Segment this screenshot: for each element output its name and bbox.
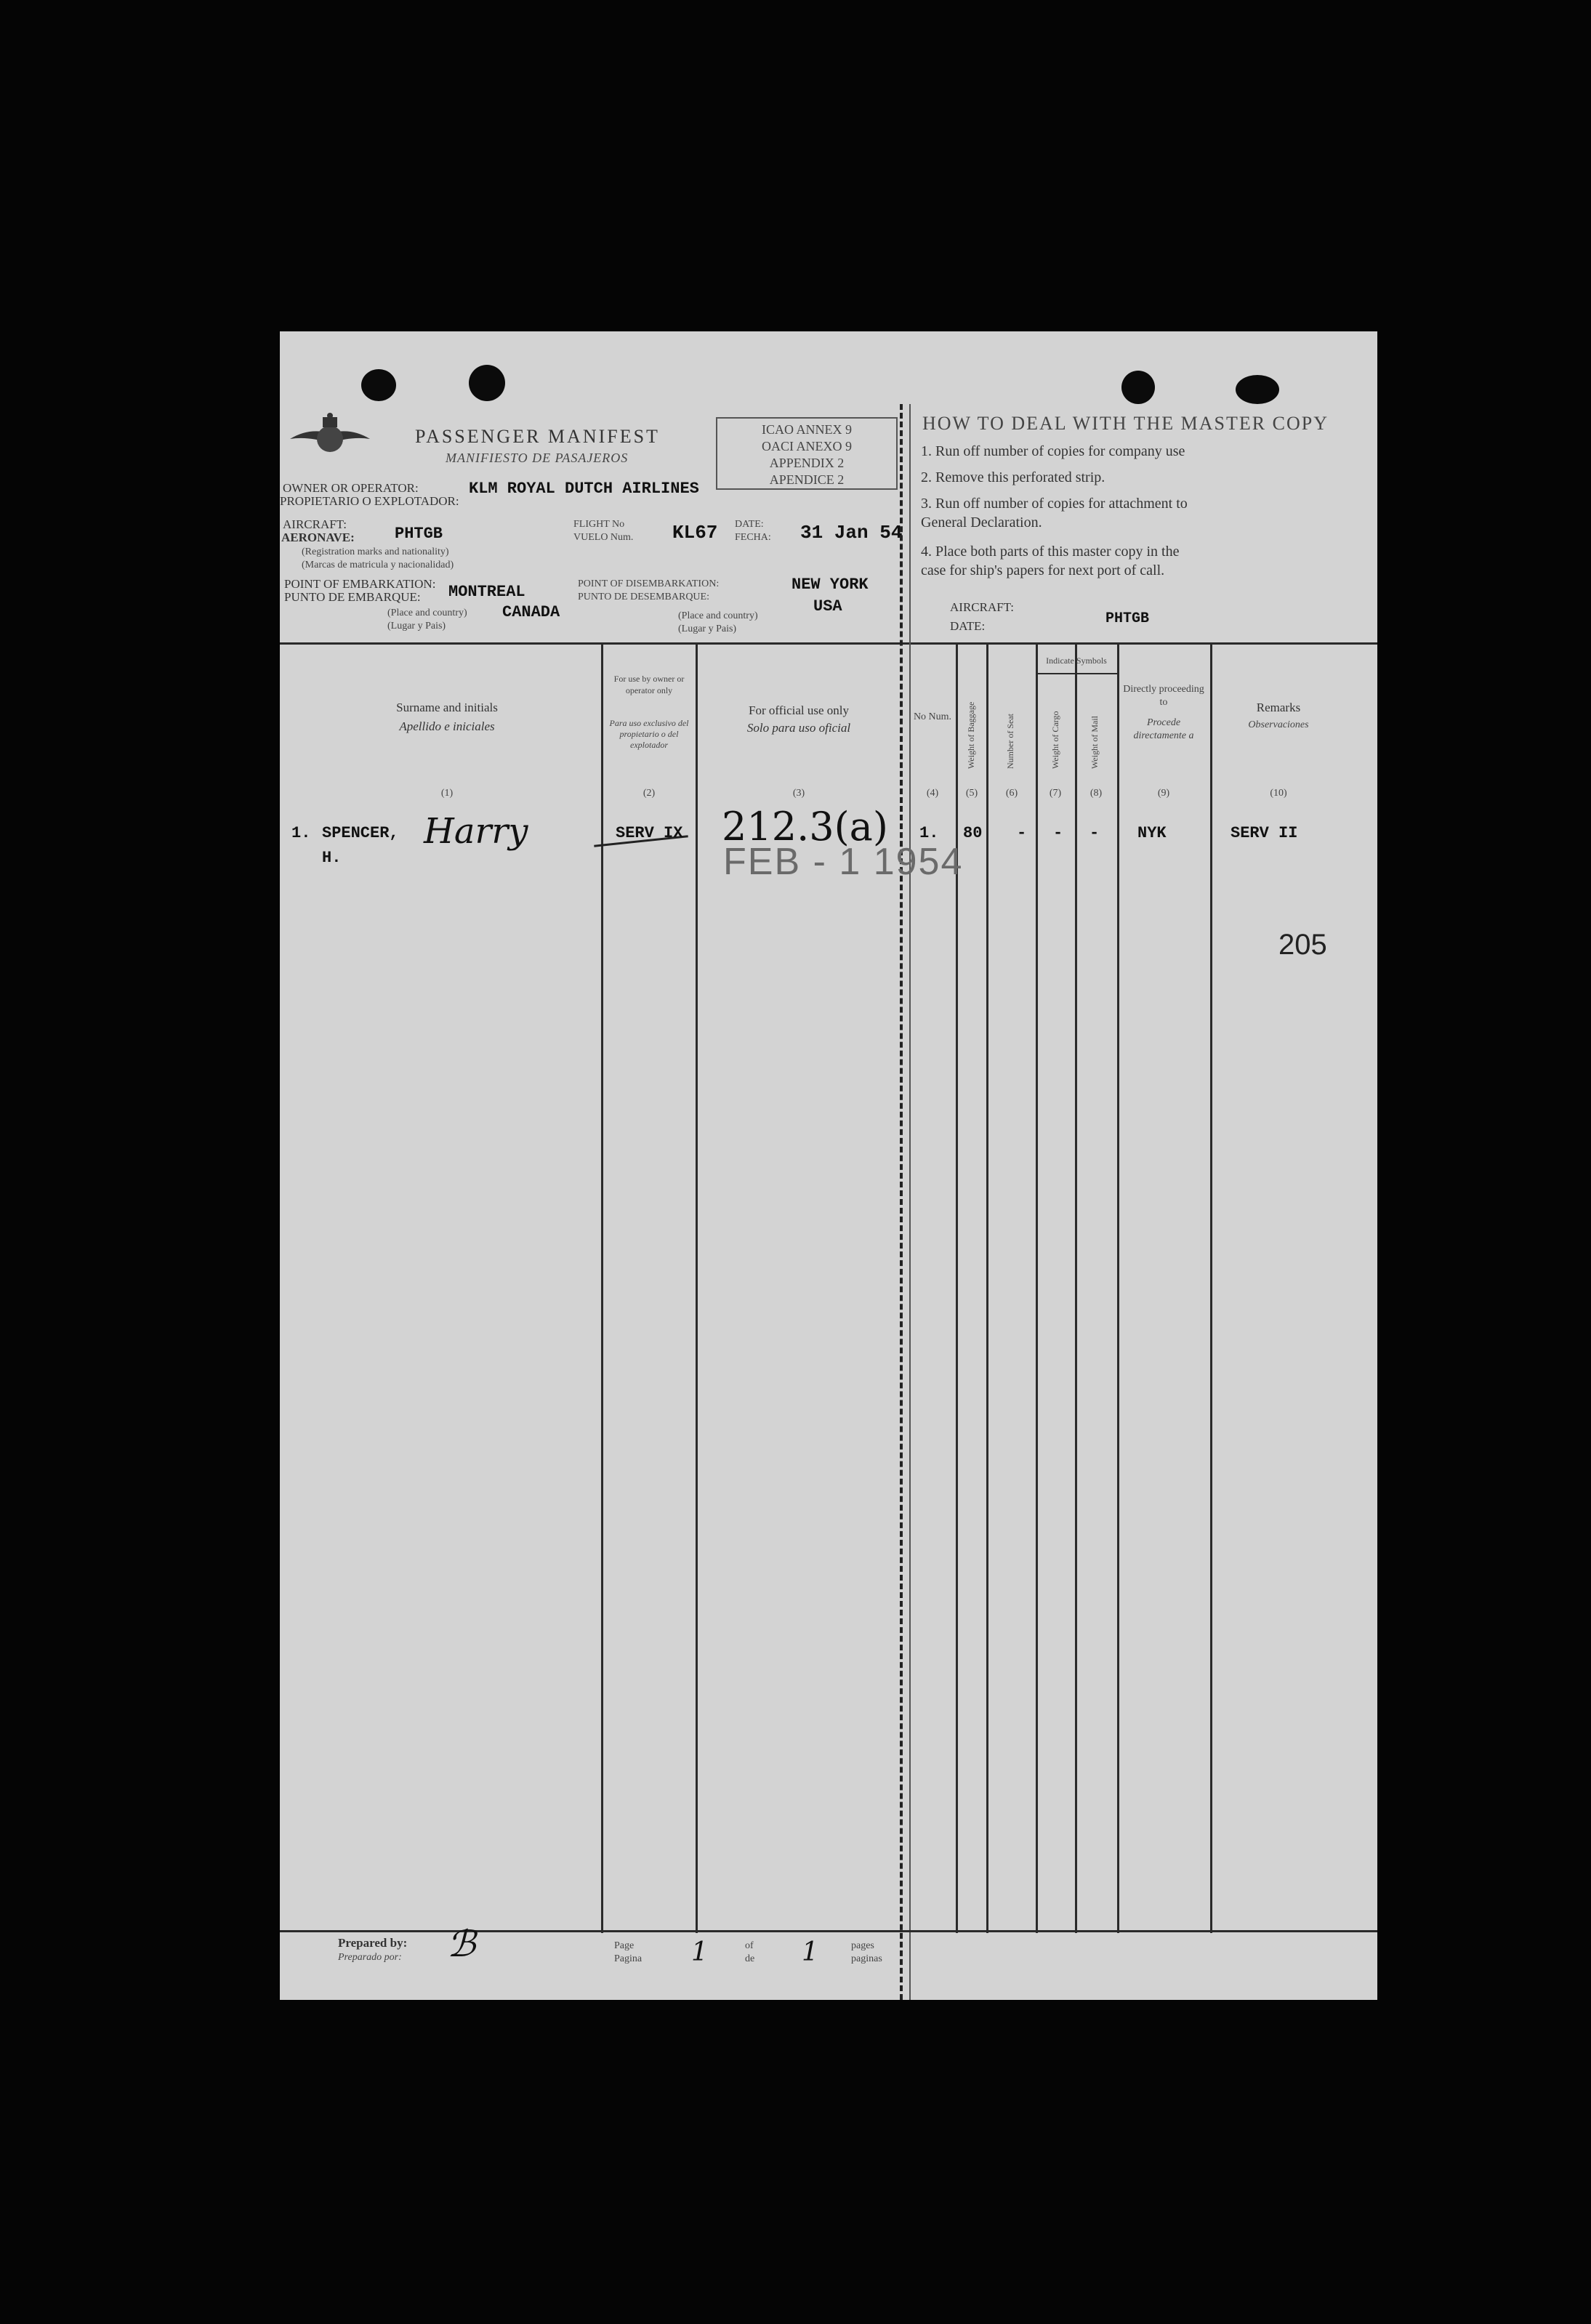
col-divider [1075, 642, 1077, 1933]
disembark-label-es: PUNTO DE DESEMBARQUE: [578, 592, 709, 602]
row-remarks: SERV II [1230, 824, 1298, 842]
col-divider [1036, 642, 1038, 1933]
instruction-item: 4. Place both parts of this master copy in the [921, 544, 1180, 560]
archive-page-number: 205 [1278, 929, 1327, 961]
instruction-item: General Declaration. [921, 515, 1042, 530]
col5-header: Weight of Baggage [966, 701, 976, 769]
col7-group-header: Indicate Symbols [1046, 655, 1107, 666]
row-num: 1. [919, 824, 939, 842]
col3-number: (3) [792, 788, 805, 799]
aircraft-label: AIRCRAFT: [283, 517, 347, 531]
row-index: 1. [291, 824, 311, 842]
instructions-aircraft-label: AIRCRAFT: [950, 600, 1014, 614]
col7-number: (7) [1049, 788, 1062, 799]
embark-note-es: (Lugar y Pais) [387, 621, 446, 632]
instructions-date-label: DATE: [950, 619, 986, 633]
col2-number: (2) [643, 788, 656, 799]
punch-hole [469, 365, 505, 401]
date-label: DATE: [735, 519, 764, 530]
row-dash: - [1089, 824, 1100, 842]
pages-label: pages [851, 1940, 874, 1951]
col9-header-es: Procede directamente a [1133, 717, 1194, 741]
klm-crown-logo [287, 411, 373, 462]
prepared-label-es: Preparado por: [338, 1952, 402, 1963]
col10-number: (10) [1270, 788, 1287, 799]
manifest-sheet [280, 331, 1377, 2000]
instruction-item: 3. Run off number of copies for attachment to [921, 496, 1188, 512]
embark-country: CANADA [502, 603, 560, 621]
col-divider [956, 642, 958, 1933]
flight-value: KL67 [672, 522, 718, 544]
col5-number: (5) [965, 788, 978, 799]
row-dash: - [1053, 824, 1063, 842]
embark-note: (Place and country) [387, 608, 467, 618]
date-stamp: FEB - 1 1954 [723, 841, 964, 883]
embark-label: POINT OF EMBARKATION: [284, 577, 436, 591]
indicate-symbols-rule [1036, 673, 1117, 674]
embark-label-es: PUNTO DE EMBARQUE: [284, 590, 421, 604]
disembark-city: NEW YORK [792, 576, 869, 594]
instruction-item: case for ship's papers for next port of call. [921, 562, 1165, 578]
col-divider [1210, 642, 1212, 1933]
punch-hole [361, 369, 396, 401]
col9-header: Directly proceeding to [1123, 684, 1204, 708]
instruction-item: 2. Remove this perforated strip. [921, 469, 1105, 485]
aircraft-note: (Registration marks and nationality) [302, 546, 449, 557]
aircraft-label-es: AERONAVE: [281, 530, 355, 544]
col2-header-es: Para uso exclusivo del propietario o del explotador [609, 718, 689, 750]
row-service: SERV IX [616, 824, 683, 842]
manifest-title: PASSENGER MANIFEST [415, 426, 660, 447]
of-label: of [745, 1940, 754, 1951]
col8-header: Weight of Mail [1089, 715, 1100, 769]
col3-header: For official use only [748, 703, 850, 717]
col9-number: (9) [1157, 788, 1170, 799]
row-surname: SPENCER, [322, 824, 399, 842]
col1-number: (1) [440, 788, 454, 799]
annex-line: ICAO ANNEX 9 [762, 422, 852, 437]
col3-header-es: Solo para uso oficial [746, 721, 851, 735]
row-initial: H. [322, 849, 342, 867]
row-handwritten-name: Harry [424, 811, 528, 852]
col1-header-es: Apellido e iniciales [399, 719, 495, 733]
footer-rule [280, 1930, 1377, 1932]
col6-number: (6) [1005, 788, 1018, 799]
col8-number: (8) [1089, 788, 1103, 799]
total-pages-value: 1 [802, 1937, 818, 1967]
page-value: 1 [691, 1937, 708, 1967]
page-label: Page [614, 1940, 635, 1951]
annex-line: APPENDIX 2 [769, 456, 845, 470]
prepared-label: Prepared by: [338, 1936, 408, 1950]
col7-header: Weight of Cargo [1050, 711, 1060, 769]
aircraft-value: PHTGB [395, 525, 443, 543]
punch-hole [1121, 371, 1155, 404]
manifest-subtitle: MANIFIESTO DE PASAJEROS [446, 451, 629, 465]
row-weight: 80 [963, 824, 983, 842]
col10-header: Remarks [1256, 701, 1301, 714]
disembark-note-es: (Lugar y Pais) [678, 624, 737, 634]
date-label-es: FECHA: [735, 532, 771, 543]
col-divider [601, 642, 603, 1933]
date-value: 31 Jan 54 [800, 522, 903, 544]
header-rule [280, 642, 1377, 645]
col1-header: Surname and initials [396, 701, 498, 714]
owner-label: OWNER OR OPERATOR: [283, 481, 419, 495]
instructions-title: HOW TO DEAL WITH THE MASTER COPY [922, 413, 1329, 434]
of-label-es: de [745, 1953, 755, 1964]
col-divider [696, 642, 698, 1933]
annex-line: APENDICE 2 [769, 472, 845, 487]
icao-annex-box [716, 417, 898, 490]
col4-number: (4) [926, 788, 939, 799]
col-divider [986, 642, 988, 1933]
col10-header-es: Observaciones [1248, 719, 1309, 730]
instructions-aircraft-value: PHTGB [1105, 610, 1150, 627]
col-divider [1117, 642, 1119, 1933]
row-dash: - [1017, 824, 1027, 842]
prepared-signature: ℬ [447, 1923, 476, 1965]
owner-label-es: PROPIETARIO O EXPLOTADOR: [280, 494, 459, 508]
flight-label: FLIGHT No [573, 519, 625, 530]
flight-label-es: VUELO Num. [573, 532, 634, 543]
annex-line: OACI ANEXO 9 [762, 439, 852, 453]
disembark-country: USA [813, 597, 842, 616]
disembark-label: POINT OF DISEMBARKATION: [578, 578, 720, 589]
row-destination: NYK [1137, 824, 1167, 842]
col4-header: No Num. [913, 711, 952, 722]
owner-value: KLM ROYAL DUTCH AIRLINES [469, 480, 699, 498]
col6-header: Number of Seat [1005, 714, 1015, 769]
punch-hole [1236, 375, 1279, 404]
perforation-edge [909, 404, 911, 2000]
row-official-note: 212.3(a) [722, 804, 888, 850]
instruction-item: 1. Run off number of copies for company use [921, 443, 1185, 459]
aircraft-note-es: (Marcas de matricula y nacionalidad) [302, 560, 454, 570]
perforation-line [900, 404, 903, 2000]
disembark-note: (Place and country) [678, 610, 758, 621]
page-label-es: Pagina [614, 1953, 643, 1964]
col2-header: For use by owner or operator only [613, 674, 685, 695]
pages-label-es: paginas [851, 1953, 882, 1964]
embark-city: MONTREAL [448, 583, 525, 601]
